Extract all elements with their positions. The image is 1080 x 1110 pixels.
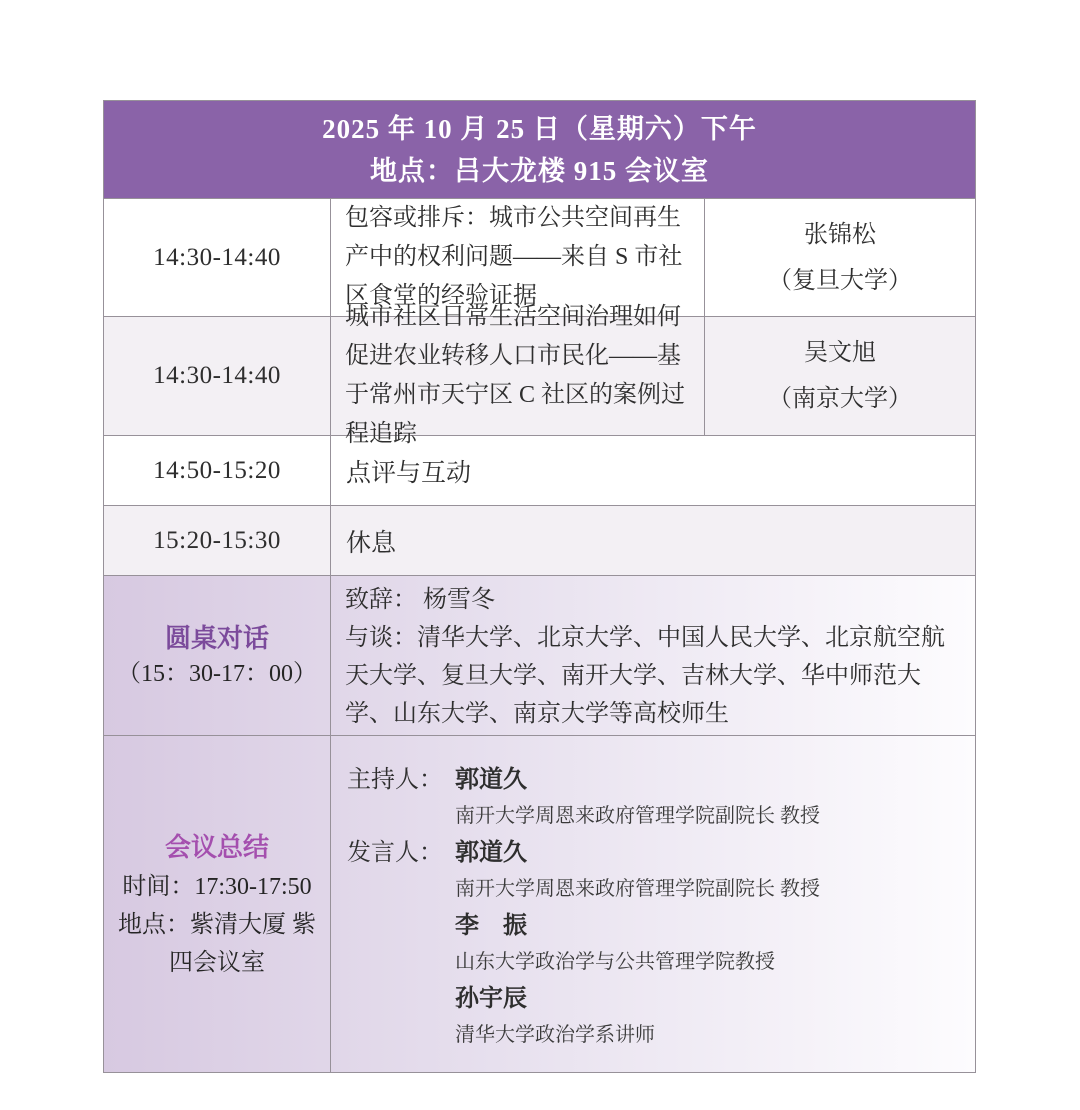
entry-role-label xyxy=(347,980,455,1018)
summary-title: 会议总结 xyxy=(164,832,269,862)
summary-entry xyxy=(347,907,963,945)
roundtable-opening: 致辞： 杨雪冬 xyxy=(345,586,495,613)
time-cell: 14:30-14:40 xyxy=(104,199,331,316)
title-cell xyxy=(331,304,705,447)
summary-time: 时间：17:30-17:50 xyxy=(122,873,312,900)
conference-schedule-table xyxy=(103,100,976,1073)
entry-role-label xyxy=(347,907,455,945)
session-title: 包容或排斥：城市公共空间再生产中的权利问题——来自 S 市社区食堂的经验证据 xyxy=(345,205,683,309)
speaker-cell xyxy=(705,199,975,316)
activity-cell: 点评与互动 xyxy=(346,459,472,487)
summary-venue-line2: 四会议室 xyxy=(169,949,265,976)
header-venue: 地点：吕大龙楼 915 会议室 xyxy=(370,155,709,186)
speaker-affiliation: （南京大学） xyxy=(768,386,912,412)
summary-entry xyxy=(347,980,963,1018)
entry-role-label: 主持人： xyxy=(347,767,443,793)
summary-label-cell xyxy=(104,736,331,1072)
entry-person-name: 孙宇辰 xyxy=(455,986,527,1012)
speaker-cell xyxy=(705,317,975,435)
summary-entry xyxy=(347,761,963,799)
time-cell: 15:20-15:30 xyxy=(104,506,331,575)
speaker-name: 吴文旭 xyxy=(804,340,876,366)
entry-person-name: 郭道久 xyxy=(455,767,527,793)
roundtable-row xyxy=(104,575,975,735)
roundtable-participants: 与谈：清华大学、北京大学、中国人民大学、北京航空航天大学、复旦大学、南开大学、吉林大学、华中师范大学、山东大学、南京大学等高校师生 xyxy=(345,624,945,727)
time-cell: 14:50-15:20 xyxy=(104,436,331,505)
entry-role-label: 发言人： xyxy=(347,840,443,866)
entry-person-affiliation: 山东大学政治学与公共管理学院教授 xyxy=(455,951,775,973)
roundtable-time: （15：30-17：00） xyxy=(117,661,317,687)
activity-cell: 休息 xyxy=(346,529,397,557)
entry-person-name: 李 振 xyxy=(455,913,527,939)
summary-entry xyxy=(347,834,963,872)
session-row xyxy=(104,304,975,447)
entry-person-affiliation: 清华大学政治学系讲师 xyxy=(455,1024,655,1046)
session-title: 城市社区日常生活空间治理如何促进农业转移人口市民化——基于常州市天宁区 C 社区的案例过程追踪 xyxy=(345,304,686,447)
break-row xyxy=(104,505,975,575)
speaker-name: 张锦松 xyxy=(804,221,876,248)
roundtable-title: 圆桌对话 xyxy=(164,624,269,653)
roundtable-label-cell xyxy=(104,576,331,735)
summary-content-cell xyxy=(331,736,975,1072)
summary-row xyxy=(104,735,975,1072)
speaker-affiliation: （复旦大学） xyxy=(768,267,912,294)
discussion-row xyxy=(104,435,975,505)
roundtable-content-cell xyxy=(331,576,975,735)
time-cell: 14:30-14:40 xyxy=(104,317,331,435)
table-header xyxy=(104,101,975,198)
summary-venue-line1: 地点：紫清大厦 紫 xyxy=(118,911,316,938)
header-date: 2025 年 10 月 25 日（星期六）下午 xyxy=(322,113,757,144)
entry-person-affiliation: 南开大学周恩来政府管理学院副院长 教授 xyxy=(455,805,820,827)
entry-person-name: 郭道久 xyxy=(455,840,527,866)
entry-person-affiliation: 南开大学周恩来政府管理学院副院长 教授 xyxy=(455,878,820,900)
